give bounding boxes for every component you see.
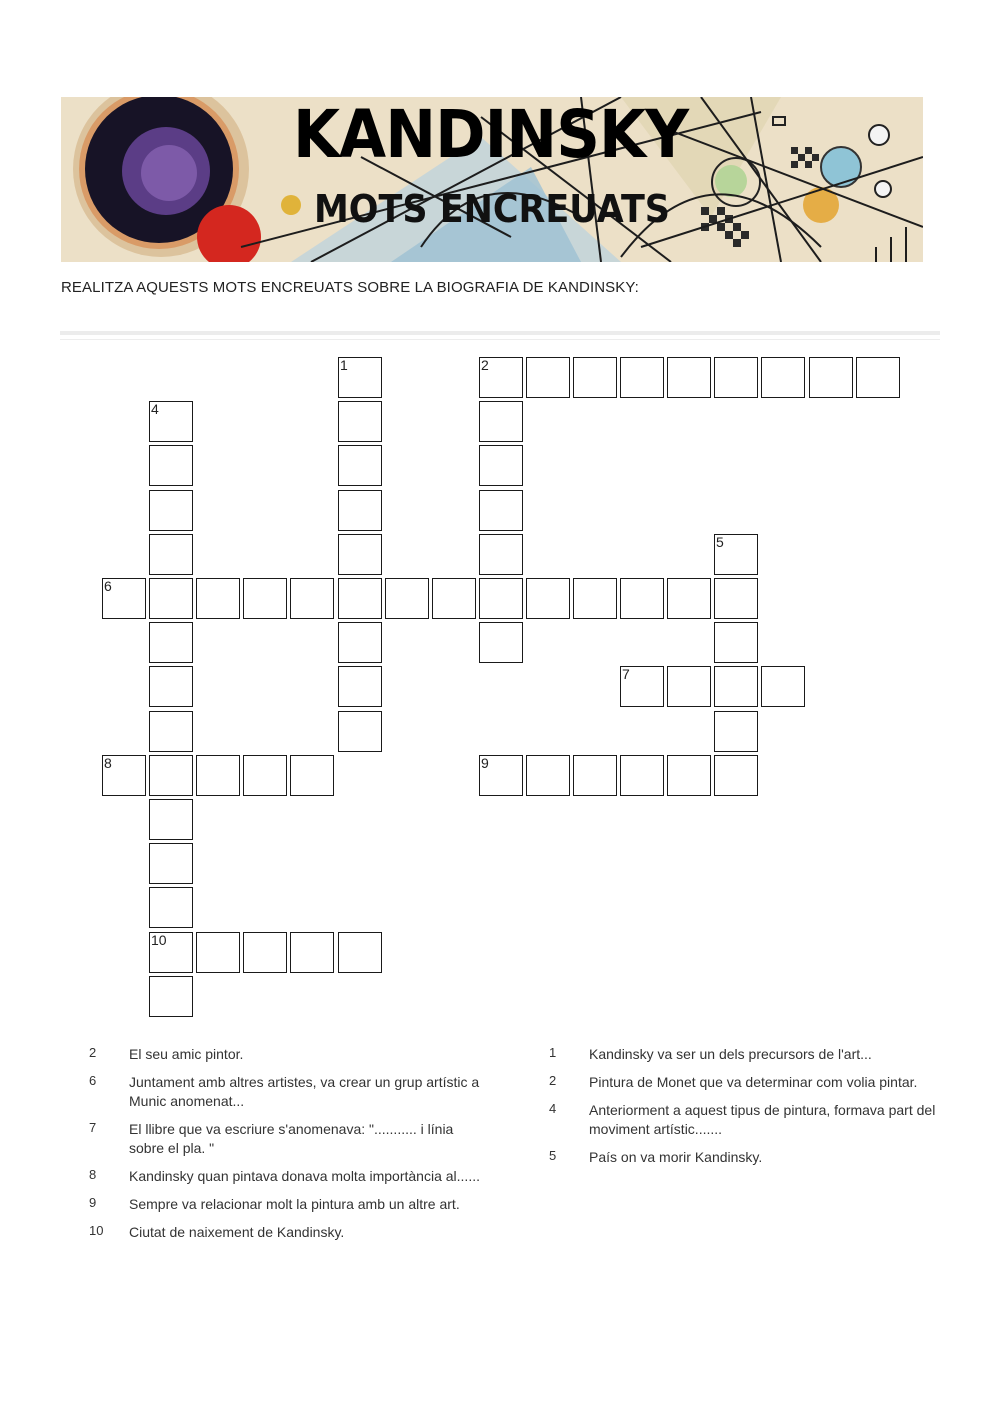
clue-item-number: 2 — [549, 1073, 557, 1088]
crossword-cell[interactable] — [714, 534, 758, 575]
clue-number: 1 — [340, 357, 348, 373]
clue-item — [549, 1045, 949, 1064]
crossword-cell[interactable] — [667, 755, 711, 796]
crossword-cell[interactable] — [714, 755, 758, 796]
crossword-cell[interactable] — [338, 490, 382, 531]
crossword-cell[interactable] — [196, 932, 240, 973]
crossword-cell[interactable] — [102, 578, 146, 619]
crossword-cell[interactable] — [714, 357, 758, 398]
divider — [60, 331, 940, 335]
header-banner — [61, 97, 923, 262]
clue-item-text: Juntament amb altres artistes, va crear un grup artístic a Munic anomenat... — [129, 1074, 480, 1109]
crossword-cell[interactable] — [196, 755, 240, 796]
crossword-cell[interactable] — [290, 755, 334, 796]
crossword-cell[interactable] — [620, 578, 664, 619]
crossword-cell[interactable] — [149, 534, 193, 575]
crossword-cell[interactable] — [149, 799, 193, 840]
crossword-cell[interactable] — [149, 401, 193, 442]
crossword-cell[interactable] — [714, 578, 758, 619]
crossword-cell[interactable] — [338, 622, 382, 663]
crossword-cell[interactable] — [290, 578, 334, 619]
clue-item-text: El seu amic pintor. — [129, 1046, 244, 1062]
crossword-cell[interactable] — [667, 578, 711, 619]
crossword-cell[interactable] — [338, 578, 382, 619]
crossword-cell[interactable] — [243, 932, 287, 973]
crossword-cell[interactable] — [149, 445, 193, 486]
crossword-cell[interactable] — [479, 357, 523, 398]
clue-item-text: Sempre va relacionar molt la pintura amb un altre art. — [129, 1196, 460, 1212]
clue-item — [89, 1223, 489, 1242]
clue-item — [549, 1073, 949, 1092]
crossword-cell[interactable] — [149, 622, 193, 663]
clue-number: 4 — [151, 401, 159, 417]
clue-number: 6 — [104, 578, 112, 594]
crossword-cell[interactable] — [573, 755, 617, 796]
crossword-cell[interactable] — [290, 932, 334, 973]
instructions-text: REALITZA AQUESTS MOTS ENCREUATS SOBRE LA BIOGRAFIA DE KANDINSKY: — [61, 279, 639, 296]
clue-item-text: País on va morir Kandinsky. — [589, 1149, 763, 1165]
clue-number: 7 — [622, 666, 630, 682]
clue-item-number: 10 — [89, 1223, 104, 1238]
clue-item-number: 7 — [89, 1120, 97, 1135]
clue-item-text: Anteriorment a aquest tipus de pintura, formava part del moviment artístic....... — [589, 1102, 936, 1137]
crossword-cell[interactable] — [149, 578, 193, 619]
clue-number: 2 — [481, 357, 489, 373]
crossword-cell[interactable] — [714, 666, 758, 707]
crossword-cell[interactable] — [479, 578, 523, 619]
clue-number: 8 — [104, 755, 112, 771]
clue-item — [89, 1167, 489, 1186]
crossword-cell[interactable] — [573, 357, 617, 398]
crossword-cell[interactable] — [620, 755, 664, 796]
page-subtitle: MOTS ENCREUATS — [313, 187, 670, 231]
crossword-cell[interactable] — [149, 711, 193, 752]
clue-item — [89, 1195, 489, 1214]
crossword-cell[interactable] — [243, 755, 287, 796]
crossword-cell[interactable] — [809, 357, 853, 398]
clue-item-text: El llibre que va escriure s'anomenava: "........... i línia sobre el pla. " — [129, 1121, 454, 1156]
crossword-cell[interactable] — [620, 357, 664, 398]
crossword-cell[interactable] — [338, 711, 382, 752]
clue-item — [89, 1045, 489, 1064]
page-title: KANDINSKY — [293, 97, 689, 173]
crossword-cell[interactable] — [479, 622, 523, 663]
clue-item-text: Kandinsky quan pintava donava molta importància al...... — [129, 1168, 480, 1184]
clues-column-left — [89, 1045, 489, 1251]
crossword-cell[interactable] — [338, 534, 382, 575]
crossword-cell[interactable] — [149, 490, 193, 531]
crossword-cell[interactable] — [479, 534, 523, 575]
crossword-cell[interactable] — [149, 887, 193, 928]
crossword-cell[interactable] — [667, 357, 711, 398]
clue-item-number: 5 — [549, 1148, 557, 1163]
crossword-cell[interactable] — [667, 666, 711, 707]
crossword-cell[interactable] — [479, 445, 523, 486]
crossword-cell[interactable] — [149, 666, 193, 707]
crossword-cell[interactable] — [385, 578, 429, 619]
crossword-cell[interactable] — [620, 666, 664, 707]
crossword-cell[interactable] — [338, 932, 382, 973]
crossword-cell[interactable] — [479, 490, 523, 531]
crossword-cell[interactable] — [243, 578, 287, 619]
crossword-cell[interactable] — [338, 445, 382, 486]
clue-item-number: 8 — [89, 1167, 97, 1182]
clues-column-right — [549, 1045, 949, 1176]
crossword-cell[interactable] — [149, 843, 193, 884]
clue-item-number: 2 — [89, 1045, 97, 1060]
crossword-cell[interactable] — [479, 401, 523, 442]
crossword-cell[interactable] — [526, 578, 570, 619]
crossword-cell[interactable] — [102, 755, 146, 796]
crossword-cell[interactable] — [573, 578, 617, 619]
clue-item-text: Pintura de Monet que va determinar com volia pintar. — [589, 1074, 918, 1090]
clue-item-text: Kandinsky va ser un dels precursors de l'art... — [589, 1046, 872, 1062]
crossword-cell[interactable] — [196, 578, 240, 619]
clue-item-text: Ciutat de naixement de Kandinsky. — [129, 1224, 345, 1240]
crossword-cell[interactable] — [526, 755, 570, 796]
clue-item-number: 9 — [89, 1195, 97, 1210]
crossword-cell[interactable] — [432, 578, 476, 619]
crossword-cell[interactable] — [526, 357, 570, 398]
crossword-cell[interactable] — [338, 666, 382, 707]
crossword-cell[interactable] — [761, 666, 805, 707]
crossword-cell[interactable] — [338, 357, 382, 398]
clue-item-number: 6 — [89, 1073, 97, 1088]
clue-item-number: 4 — [549, 1101, 557, 1116]
clue-item — [89, 1073, 489, 1111]
crossword-cell[interactable] — [856, 357, 900, 398]
clue-item-number: 1 — [549, 1045, 557, 1060]
clue-number: 9 — [481, 755, 489, 771]
crossword-cell[interactable] — [714, 622, 758, 663]
divider-thin — [60, 339, 940, 340]
clue-item — [89, 1120, 489, 1158]
crossword-cell[interactable] — [479, 755, 523, 796]
clue-item — [549, 1101, 949, 1139]
clue-number: 10 — [151, 932, 167, 948]
crossword-cell[interactable] — [338, 401, 382, 442]
crossword-cell[interactable] — [149, 755, 193, 796]
clue-number: 5 — [716, 534, 724, 550]
crossword-cell[interactable] — [149, 932, 193, 973]
crossword-cell[interactable] — [761, 357, 805, 398]
clue-item — [549, 1148, 949, 1167]
crossword-cell[interactable] — [714, 711, 758, 752]
crossword-cell[interactable] — [149, 976, 193, 1017]
